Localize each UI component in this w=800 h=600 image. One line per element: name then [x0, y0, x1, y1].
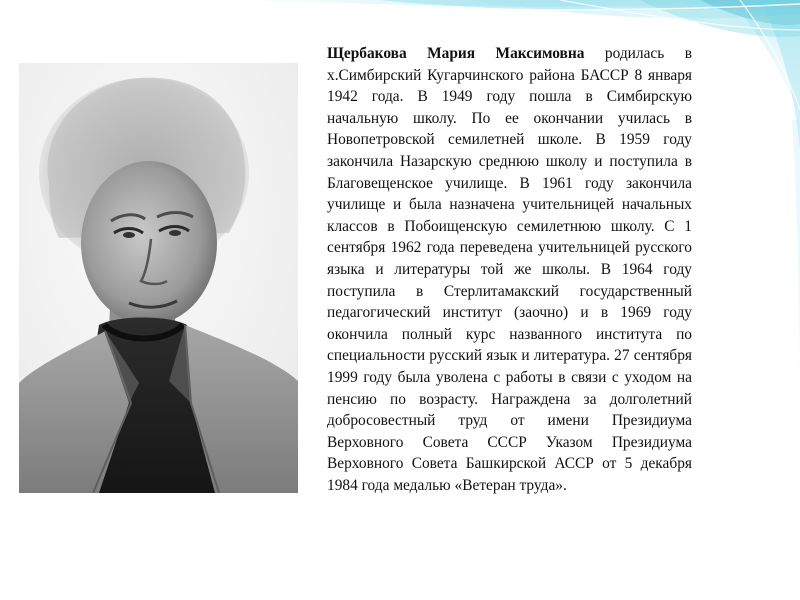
- portrait-photo-icon: [19, 63, 298, 493]
- person-name: Щербакова Мария Максимовна: [327, 45, 585, 62]
- portrait-photo: [19, 63, 298, 493]
- biography-text: [327, 43, 692, 496]
- biography-body: родилась в х.Симбирский Кугарчинского района БАССР 8 января 1942 года. В 1949 году пошла в Симбирскую начальную школу. По ее окончании училась в Новопетровской семилетней школе. В 1959 году закончила Назарскую среднюю школу и поступила в Благовещенское училище. В 1961 году закончила училище и была назначена учительницей начальных классов в Побоищенскую семилетнюю школу. С 1 сентября 1962 года переведена учительницей русского языка и литературы той же школы. В 1964 году поступила в Стерлитамакский государственный педагогический институт (заочно) и в 1969 году окончила полный курс названного института по специальности русский язык и литература. 27 сентября 1999 году была уволена с работы в связи с уходом на пенсию по возрасту. Награждена за долголетний добросовестный труд от имени Президиума Верховного Совета СССР Указом Президиума Верховного Совета Башкирской АССР от 5 декабря 1984 года медалью «Ветеран труда».: [327, 45, 692, 494]
